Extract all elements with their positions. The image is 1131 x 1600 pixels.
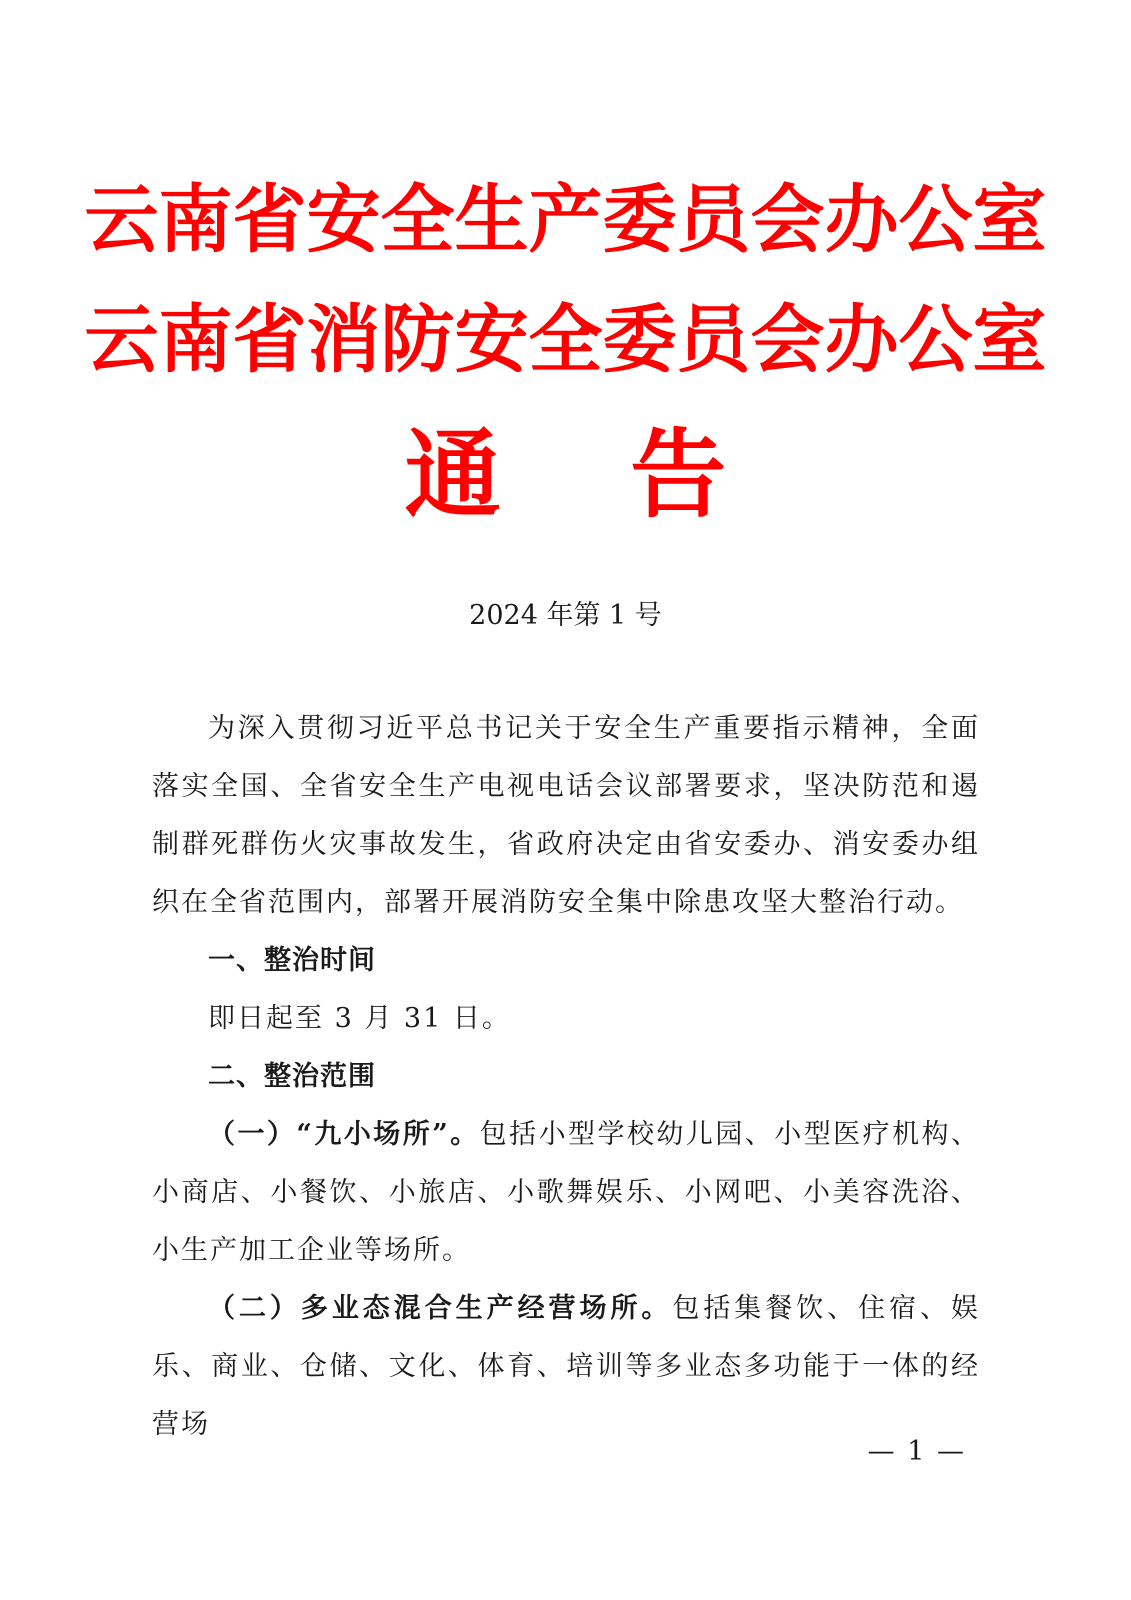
page-number: — 1 — bbox=[867, 1436, 966, 1467]
document-number: 2024 年第 1 号 bbox=[469, 600, 662, 631]
scope-item-lead: （一）“九小场所”。 bbox=[208, 1119, 480, 1150]
section-heading-time: 一、整治时间 bbox=[208, 945, 376, 976]
section-heading-scope: 二、整治范围 bbox=[208, 1061, 376, 1092]
scope-item-lead: （二）多业态混合生产经营场所。 bbox=[208, 1293, 673, 1324]
scope-item-text: 包括小型学校幼儿园、小型医疗机构、小商店、小餐饮、小旅店、小歌舞娱乐、小网吧、小美容洗浴、小生产加工企业等场所。 bbox=[152, 1119, 981, 1266]
scope-item-mixed-use-venues bbox=[152, 1280, 980, 1454]
title-issuer-fire-committee: 云南省消防安全委员会办公室 bbox=[84, 297, 1047, 383]
section-text-time: 即日起至 3 月 31 日。 bbox=[208, 1003, 511, 1034]
intro-paragraph: 为深入贯彻习近平总书记关于安全生产重要指示精神，全面落实全国、全省安全生产电视电话会议部署要求，坚决防范和遏制群死群伤火灾事故发生，省政府决定由省安委办、消安委办组织在全省范围内，部署开展消防安全集中除患攻坚大整治行动。 bbox=[152, 713, 980, 918]
title-issuer-safety-committee: 云南省安全生产委员会办公室 bbox=[84, 177, 1047, 263]
scope-item-text: 包括集餐饮、住宿、娱乐、商业、仓储、文化、体育、培训等多业态多功能于一体的经营场 bbox=[152, 1293, 980, 1440]
scope-item-nine-small-venues bbox=[152, 1106, 980, 1280]
document-body bbox=[152, 700, 980, 1454]
title-notice: 通 告 bbox=[404, 418, 775, 531]
